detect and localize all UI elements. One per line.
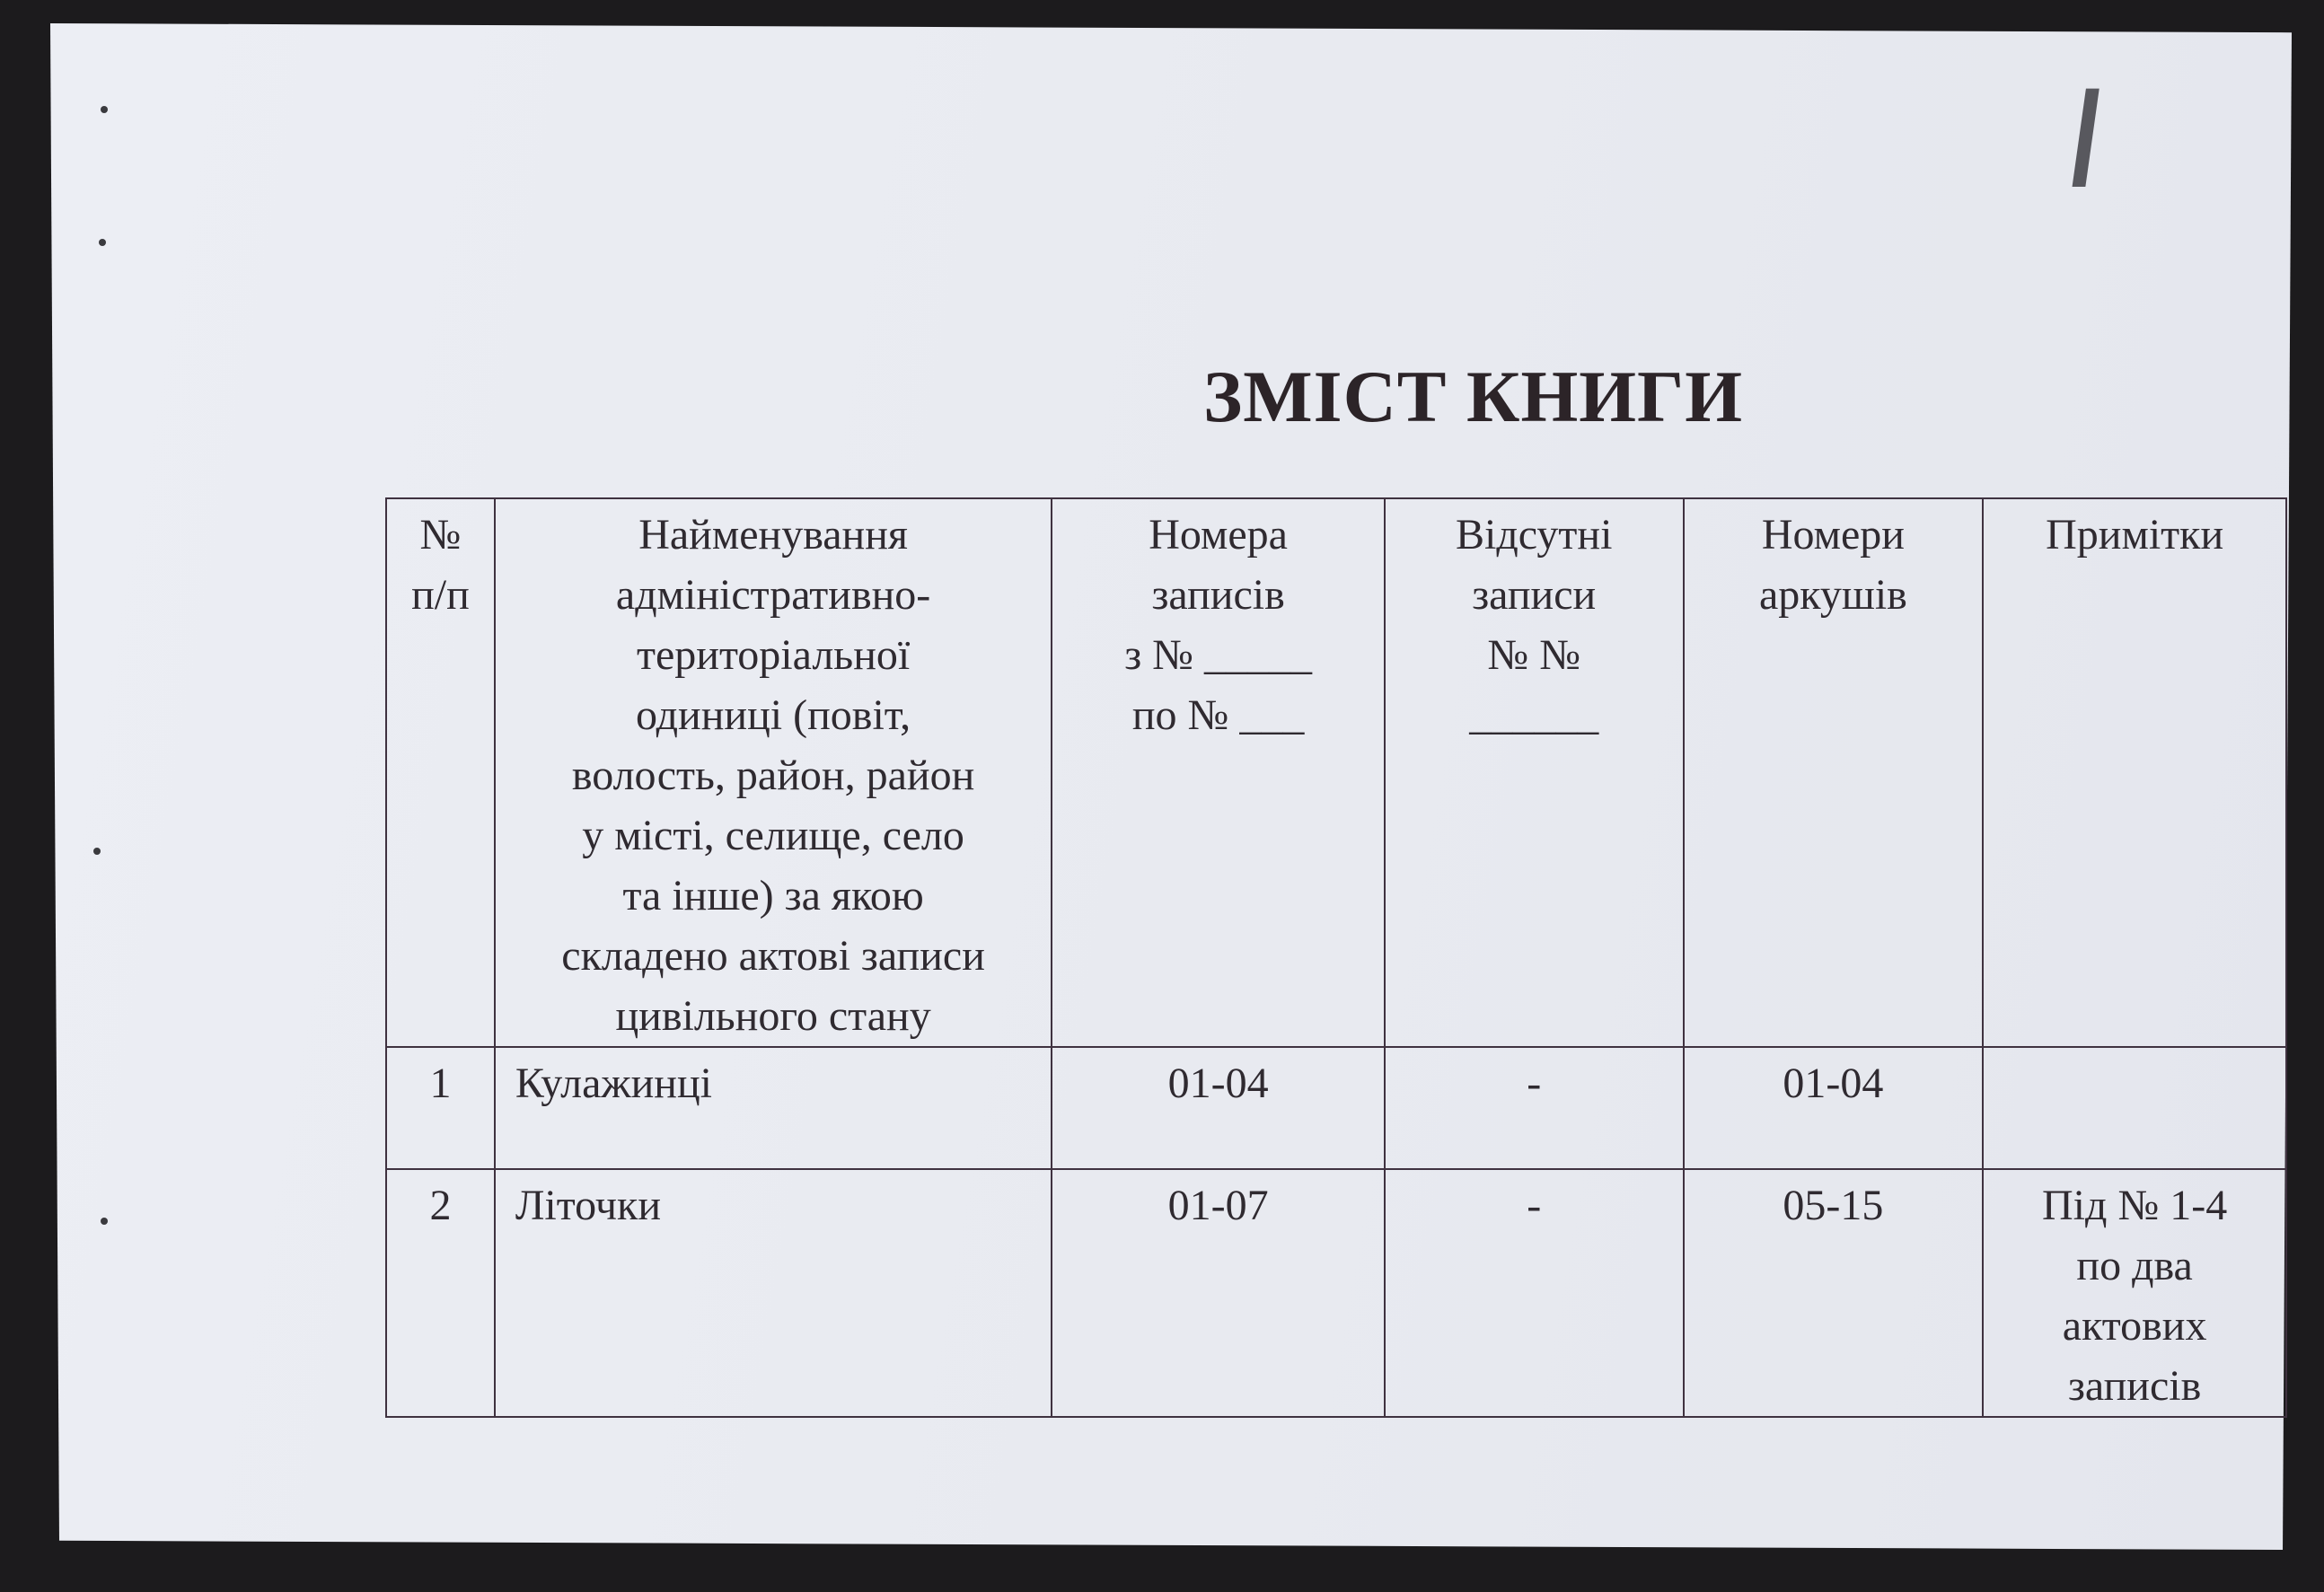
header-number: № п/п	[386, 498, 495, 1047]
row-number: 1	[386, 1047, 495, 1169]
handwritten-roman-numeral: I	[2054, 63, 2117, 219]
row-territorial-unit: Літочки	[495, 1169, 1052, 1417]
row-record-numbers: 01-04	[1052, 1047, 1385, 1169]
header-notes: Примітки	[1983, 498, 2286, 1047]
row-sheet-numbers: 01-04	[1684, 1047, 1984, 1169]
table-row	[386, 1047, 2286, 1169]
row-record-numbers: 01-07	[1052, 1169, 1385, 1417]
page-title: ЗМІСТ КНИГИ	[1203, 356, 1743, 437]
binding-hole-mark	[101, 1218, 108, 1225]
header-sheet-numbers: Номери аркушів	[1684, 498, 1984, 1047]
header-missing-records: Відсутні записи № № ______	[1385, 498, 1684, 1047]
table-row	[386, 1169, 2286, 1417]
header-record-numbers: Номера записів з № _____ по № ___	[1052, 498, 1385, 1047]
binding-hole-mark	[101, 106, 108, 113]
row-notes	[1983, 1047, 2286, 1169]
contents-table	[385, 497, 2287, 1418]
table-header-row	[386, 498, 2286, 1047]
row-missing-records: -	[1385, 1169, 1684, 1417]
row-number: 2	[386, 1169, 495, 1417]
binding-hole-mark	[99, 239, 106, 246]
row-missing-records: -	[1385, 1047, 1684, 1169]
binding-hole-mark	[93, 848, 101, 855]
row-notes: Під № 1-4 по два актових записів	[1983, 1169, 2286, 1417]
row-sheet-numbers: 05-15	[1684, 1169, 1984, 1417]
header-territorial-unit: Найменування адміністративно- територіальної одиниці (повіт, волость, район, район у місті, селище, село та інше) за якою складено актові записи цивільного стану	[495, 498, 1052, 1047]
row-territorial-unit: Кулажинці	[495, 1047, 1052, 1169]
